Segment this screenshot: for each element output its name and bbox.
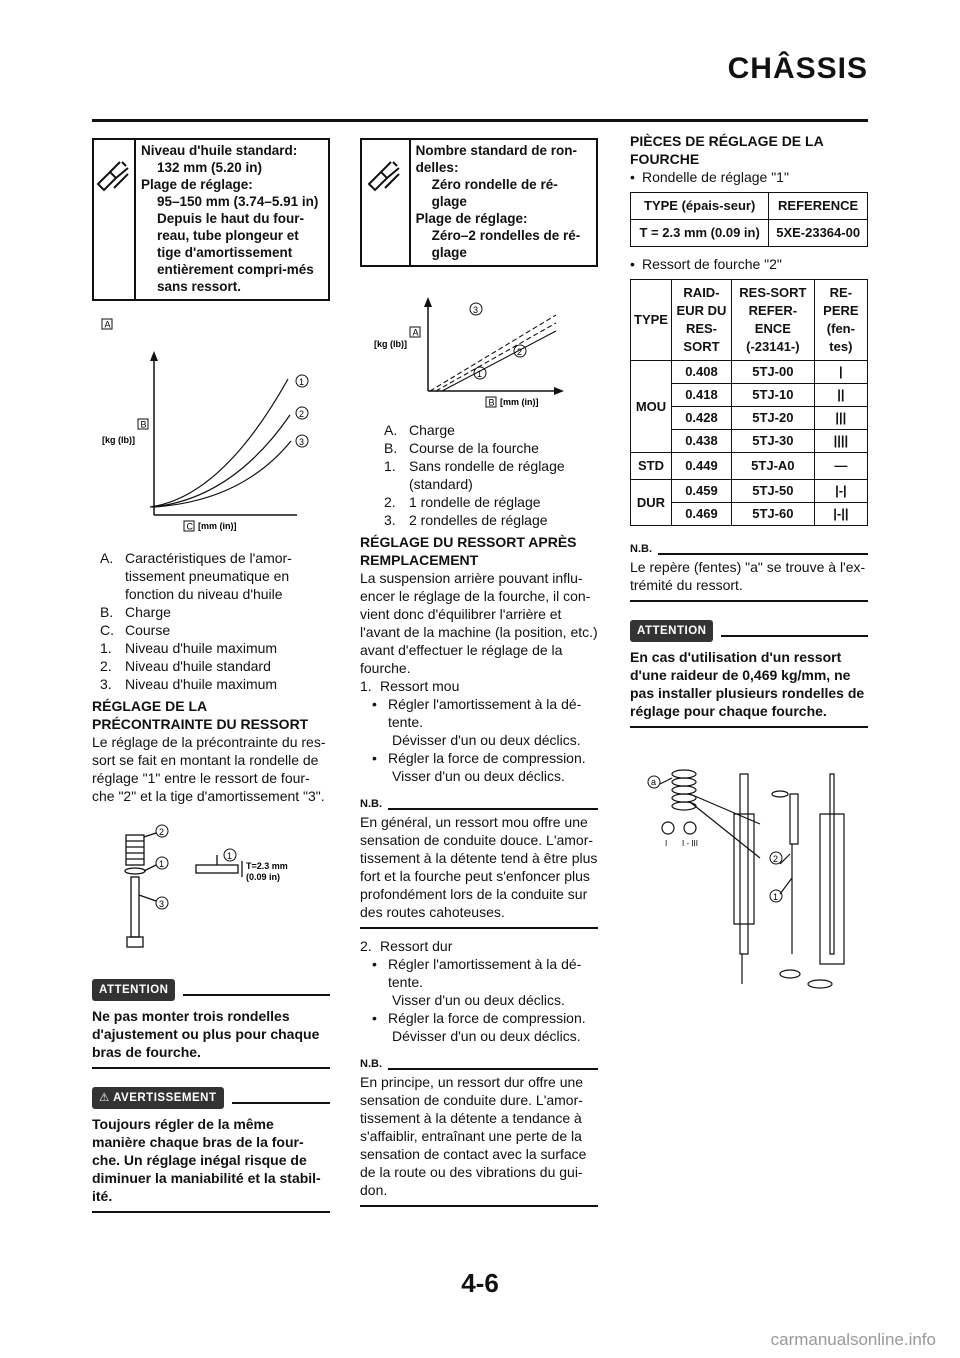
- table-header: RE-PERE (fen-tes): [814, 280, 867, 361]
- legend-item: [384, 457, 598, 493]
- thickness-dim-inch: (0.09 in): [246, 872, 281, 882]
- legend-key: 2.: [100, 658, 112, 674]
- fig4-label: 1: [773, 892, 779, 902]
- legend-text: Caractéristiques de l'amor-tissement pneumatique en fonction du niveau d'huile: [125, 550, 292, 602]
- table-cell: 0.459: [671, 480, 731, 503]
- fig3-line-label: 2: [517, 347, 523, 357]
- step-item-text: Régler la force de compression.: [388, 1010, 586, 1026]
- legend-item: [384, 421, 598, 439]
- legend-text: Niveau d'huile standard: [125, 658, 271, 674]
- warning-block: [92, 1087, 330, 1213]
- step-item-text: Régler l'amortissement à la dé-tente.: [388, 696, 582, 730]
- step-item-sub: Visser d'un ou deux déclics.: [392, 768, 565, 784]
- note-label: N.B.: [630, 543, 652, 555]
- legend-key: 1.: [100, 640, 112, 656]
- fig3-line-label: 1: [477, 369, 483, 379]
- spring-heading: RÉGLAGE DU RESSORT APRÈS REMPLACEMENT: [360, 534, 577, 568]
- spec-line: Zéro–2 rondelles de ré-glage: [431, 228, 581, 260]
- spec-line: Depuis le haut du four-reau, tube plongeur et tige d'amortissement entièrement compri-més sans ressort.: [157, 211, 314, 294]
- curve-1: [150, 379, 288, 507]
- fig3-label-a: A: [412, 327, 419, 338]
- fig1-x-unit: [mm (in)]: [198, 521, 237, 531]
- table-cell: 5TJ-20: [731, 407, 814, 430]
- table-cell: T = 2.3 mm (0.09 in): [631, 220, 769, 247]
- table-cell: 0.469: [671, 503, 731, 526]
- table-cell: ||||: [814, 430, 867, 453]
- step-title: [360, 937, 598, 955]
- fig3-legend: [360, 421, 598, 529]
- fig1-curve-label: 2: [299, 409, 305, 419]
- legend-key: B.: [384, 440, 398, 456]
- washer-chart: [360, 287, 598, 417]
- table-cell: 0.418: [671, 384, 731, 407]
- table-header: REFERENCE: [769, 193, 868, 220]
- table-cell: 5TJ-A0: [731, 453, 814, 480]
- step-title: [360, 677, 598, 695]
- step-item-sub: Visser d'un ou deux déclics.: [392, 992, 565, 1008]
- warning-text: Toujours régler de la même manière chaque bras de la four-che. Un réglage inégal risque de diminuer la maniabilité et la stabil-ité.: [92, 1116, 321, 1204]
- legend-key: B.: [100, 604, 114, 620]
- parts-heading: PIÈCES DE RÉGLAGE DE LA FOURCHE: [630, 133, 824, 167]
- note-block-2: [360, 1055, 598, 1207]
- legend-item: [100, 621, 330, 639]
- fig4-mark: I - III: [682, 839, 698, 848]
- note-label: N.B.: [360, 1058, 382, 1070]
- legend-text: Niveau d'huile maximum: [125, 640, 278, 656]
- legend-key: 1.: [384, 458, 396, 474]
- oil-level-spec-text: [136, 140, 328, 299]
- step-item: [360, 749, 598, 767]
- note-text: Le repère (fentes) "a" se trouve à l'ex-trémité du ressort.: [630, 559, 866, 593]
- step-item-sub: Dévisser d'un ou deux déclics.: [392, 732, 581, 748]
- fork-exploded-figure: [630, 754, 868, 1004]
- table-cell: 0.408: [671, 361, 731, 384]
- fig2-label: 1: [159, 859, 165, 869]
- table-header: RAID-EUR DU RES-SORT: [671, 280, 731, 361]
- bullet: •: [372, 696, 377, 712]
- table-cell: 5TJ-30: [731, 430, 814, 453]
- table-cell-type: STD: [631, 453, 672, 480]
- fig1-label-c: C: [186, 521, 193, 532]
- table-cell: |: [814, 361, 867, 384]
- washer-bullet: Rondelle de réglage "1": [642, 169, 789, 185]
- table-cell-type: MOU: [631, 361, 672, 453]
- column-1: [92, 138, 330, 1213]
- step-item-sub: Dévisser d'un ou deux déclics.: [392, 1028, 581, 1044]
- fig1-label-a: A: [104, 319, 111, 330]
- spring-paragraph: La suspension arrière pouvant influ-encer le réglage de la fourche, il con-vient donc d'équilibrer l'arrière et l'avant de la machine (la position, etc.) avant d'effectuer le réglage de la fourche.: [360, 570, 598, 676]
- table-cell: 0.428: [671, 407, 731, 430]
- fork-exploded-illustration: [630, 754, 868, 1004]
- table-cell: —: [814, 453, 867, 480]
- step-item-text: Régler la force de compression.: [388, 750, 586, 766]
- washer-spec-box: [360, 138, 598, 267]
- bullet: •: [372, 750, 377, 766]
- adjusting-washer-figure: [92, 815, 330, 965]
- table-header: RES-SORT REFER-ENCE (-23141-): [731, 280, 814, 361]
- spec-line: Nombre standard de ron-delles:: [415, 143, 577, 175]
- legend-text: Course de la fourche: [409, 440, 539, 456]
- table-cell: |-|: [814, 480, 867, 503]
- attention-badge: ATTENTION: [630, 620, 713, 642]
- bullet: •: [372, 956, 377, 972]
- step-number: 2.: [360, 938, 372, 954]
- attention-text: En cas d'utilisation d'un ressort d'une raideur de 0,469 kg/mm, ne pas installer plusieurs rondelles de réglage pour chaque fourche.: [630, 649, 865, 719]
- warning-triangle-icon: ⚠: [99, 1092, 114, 1104]
- wrench-icon: [362, 140, 411, 265]
- legend-item: [100, 675, 330, 693]
- attention-block-2: [630, 620, 868, 728]
- fig2-label: 2: [159, 827, 165, 837]
- table-row: [631, 453, 868, 480]
- legend-item: [100, 549, 330, 603]
- table-header: TYPE: [631, 280, 672, 361]
- fig2-label: 3: [159, 899, 165, 909]
- note-label: N.B.: [360, 798, 382, 810]
- washer-chart-figure: [360, 287, 598, 417]
- step-item: [360, 1009, 598, 1027]
- spec-line: Niveau d'huile standard:: [141, 143, 298, 158]
- fig1-curve-label: 3: [299, 437, 305, 447]
- fig4-mark: I: [665, 839, 668, 848]
- step-number: 1.: [360, 678, 372, 694]
- legend-key: A.: [384, 422, 398, 438]
- note-block-3: [630, 540, 868, 602]
- adjusting-washer-illustration: [92, 815, 330, 965]
- step-title-text: Ressort mou: [380, 678, 460, 694]
- column-3: PIÈCES DE RÉGLAGE DE LA FOURCHE • Rondelle de réglage "1" TYPE (épais-seur) REFERENCE T = 2.3 mm (0.09 in) 5XE-23364-00 • Ressort de fourche "2" TYPE RAID-EUR DU RES-SORT RES-SORT REFER-ENCE (-23141-) RE-PERE (fen-tes) MOU 0.408 5TJ-00 | 0.418 5TJ-10 || 0.428 5TJ-20 ||| 0.438 5TJ-30 |||| STD 0.449 5TJ-A0 — DUR 0.459 5TJ-50 |-| 0.469 5TJ-60 |-|| N.B. Le repère (fentes) "a" se trouve à l'ex-trémité du ressort. ATTENTION En cas d'utilisation d'un ressort d'une raideur de 0,469 kg/mm, ne pas installer plusieurs rondelles de réglage pour chaque fourche. a 2 1 I I - III: [630, 132, 868, 1004]
- step-item-text: Régler l'amortissement à la dé-tente.: [388, 956, 582, 990]
- step-item: [360, 695, 598, 731]
- legend-text: Niveau d'huile maximum: [125, 676, 278, 692]
- attention-text: Ne pas monter trois rondelles d'ajustement ou plus pour chaque bras de fourche.: [92, 1008, 320, 1060]
- legend-item: [384, 439, 598, 457]
- table-header: TYPE (épais-seur): [631, 193, 769, 220]
- legend-item: [100, 639, 330, 657]
- table-cell: 0.438: [671, 430, 731, 453]
- table-cell-type: DUR: [631, 480, 672, 526]
- curve-3: [154, 441, 291, 507]
- legend-item: [384, 493, 598, 511]
- fig4-label: a: [651, 777, 657, 787]
- table-cell: 5TJ-60: [731, 503, 814, 526]
- table-row: [631, 361, 868, 384]
- legend-text: Sans rondelle de réglage (standard): [409, 458, 565, 492]
- legend-text: Course: [125, 622, 171, 638]
- legend-item: [384, 511, 598, 529]
- legend-item: [100, 603, 330, 621]
- fig4-label: 2: [773, 854, 779, 864]
- curve-2: [152, 415, 290, 507]
- fig3-label-b: B: [488, 397, 495, 408]
- page-number: 4-6: [461, 1268, 499, 1298]
- table-cell: |||: [814, 407, 867, 430]
- step-title-text: Ressort dur: [380, 938, 453, 954]
- column-2: [360, 138, 598, 1207]
- thickness-dim-label: T=2.3 mm: [246, 861, 288, 871]
- table-row: [631, 480, 868, 503]
- legend-text: Charge: [125, 604, 171, 620]
- note-text: En général, un ressort mou offre une sensation de conduite douce. L'amor-tissement à la détente tend à être plus fort et la fourche peut s'enfoncer plus profondément lors de la conduite sur des routes cahoteuses.: [360, 814, 598, 920]
- legend-key: C.: [100, 622, 114, 638]
- table-cell: ||: [814, 384, 867, 407]
- spec-line: Plage de réglage:: [415, 211, 528, 226]
- table-cell: 5TJ-10: [731, 384, 814, 407]
- legend-text: 1 rondelle de réglage: [409, 494, 541, 510]
- watermark: carmanualsonline.info: [770, 1330, 936, 1349]
- header-rule: [92, 119, 868, 122]
- legend-text: Charge: [409, 422, 455, 438]
- spring-bullet: Ressort de fourche "2": [642, 256, 782, 272]
- legend-key: 3.: [100, 676, 112, 692]
- step-item: [360, 955, 598, 991]
- washer-table: [630, 192, 868, 247]
- fig3-x-unit: [mm (in)]: [500, 397, 539, 407]
- fig1-y-unit: [kg (lb)]: [102, 435, 135, 445]
- legend-text: 2 rondelles de réglage: [409, 512, 548, 528]
- note-text: En principe, un ressort dur offre une sensation de conduite dure. L'amor-tissement à la détente a tendance à s'affaiblir, entraînant une perte de la sensation de contact avec la surface de la route ou des vibrations du gui-don.: [360, 1074, 587, 1198]
- bullet: •: [372, 1010, 377, 1026]
- spec-line: 95–150 mm (3.74–5.91 in): [157, 194, 319, 209]
- warning-badge: ⚠ AVERTISSEMENT: [92, 1087, 224, 1109]
- spec-line: Zéro rondelle de ré-glage: [431, 177, 558, 209]
- fig1-legend: [92, 549, 330, 693]
- legend-item: [100, 657, 330, 675]
- wrench-icon: [94, 140, 136, 299]
- attention-block-1: [92, 979, 330, 1069]
- preload-paragraph: Le réglage de la précontrainte du res-sort se fait en montant la rondelle de réglage "1" entre le ressort de four-che "2" et la tige d'amortissement "3".: [92, 734, 326, 804]
- legend-key: 2.: [384, 494, 396, 510]
- fig1-label-b: B: [140, 419, 147, 430]
- fig3-line-label: 3: [473, 305, 479, 315]
- table-cell: 5TJ-50: [731, 480, 814, 503]
- page-title: CHÂSSIS: [727, 52, 868, 85]
- table-cell: |-||: [814, 503, 867, 526]
- fig2-label: 1: [227, 851, 233, 861]
- oil-level-chart: [92, 315, 330, 545]
- table-cell: 5TJ-00: [731, 361, 814, 384]
- spring-table: [630, 279, 868, 526]
- spec-line: 132 mm (5.20 in): [157, 160, 263, 175]
- legend-key: 3.: [384, 512, 396, 528]
- preload-heading: RÉGLAGE DE LA PRÉCONTRAINTE DU RESSORT: [92, 698, 309, 732]
- soft-spring-steps: [360, 677, 598, 785]
- legend-key: A.: [100, 550, 114, 566]
- oil-level-chart-figure: [92, 315, 330, 545]
- fig1-curve-label: 1: [299, 377, 305, 387]
- fig3-y-unit: [kg (lb)]: [374, 339, 407, 349]
- washer-spec-text: [411, 140, 596, 265]
- hard-spring-steps: [360, 937, 598, 1045]
- oil-level-spec-box: [92, 138, 330, 301]
- table-cell: 5XE-23364-00: [769, 220, 868, 247]
- table-cell: 0.449: [671, 453, 731, 480]
- note-block-1: [360, 795, 598, 929]
- attention-badge: ATTENTION: [92, 979, 175, 1001]
- spec-line: Plage de réglage:: [141, 177, 253, 192]
